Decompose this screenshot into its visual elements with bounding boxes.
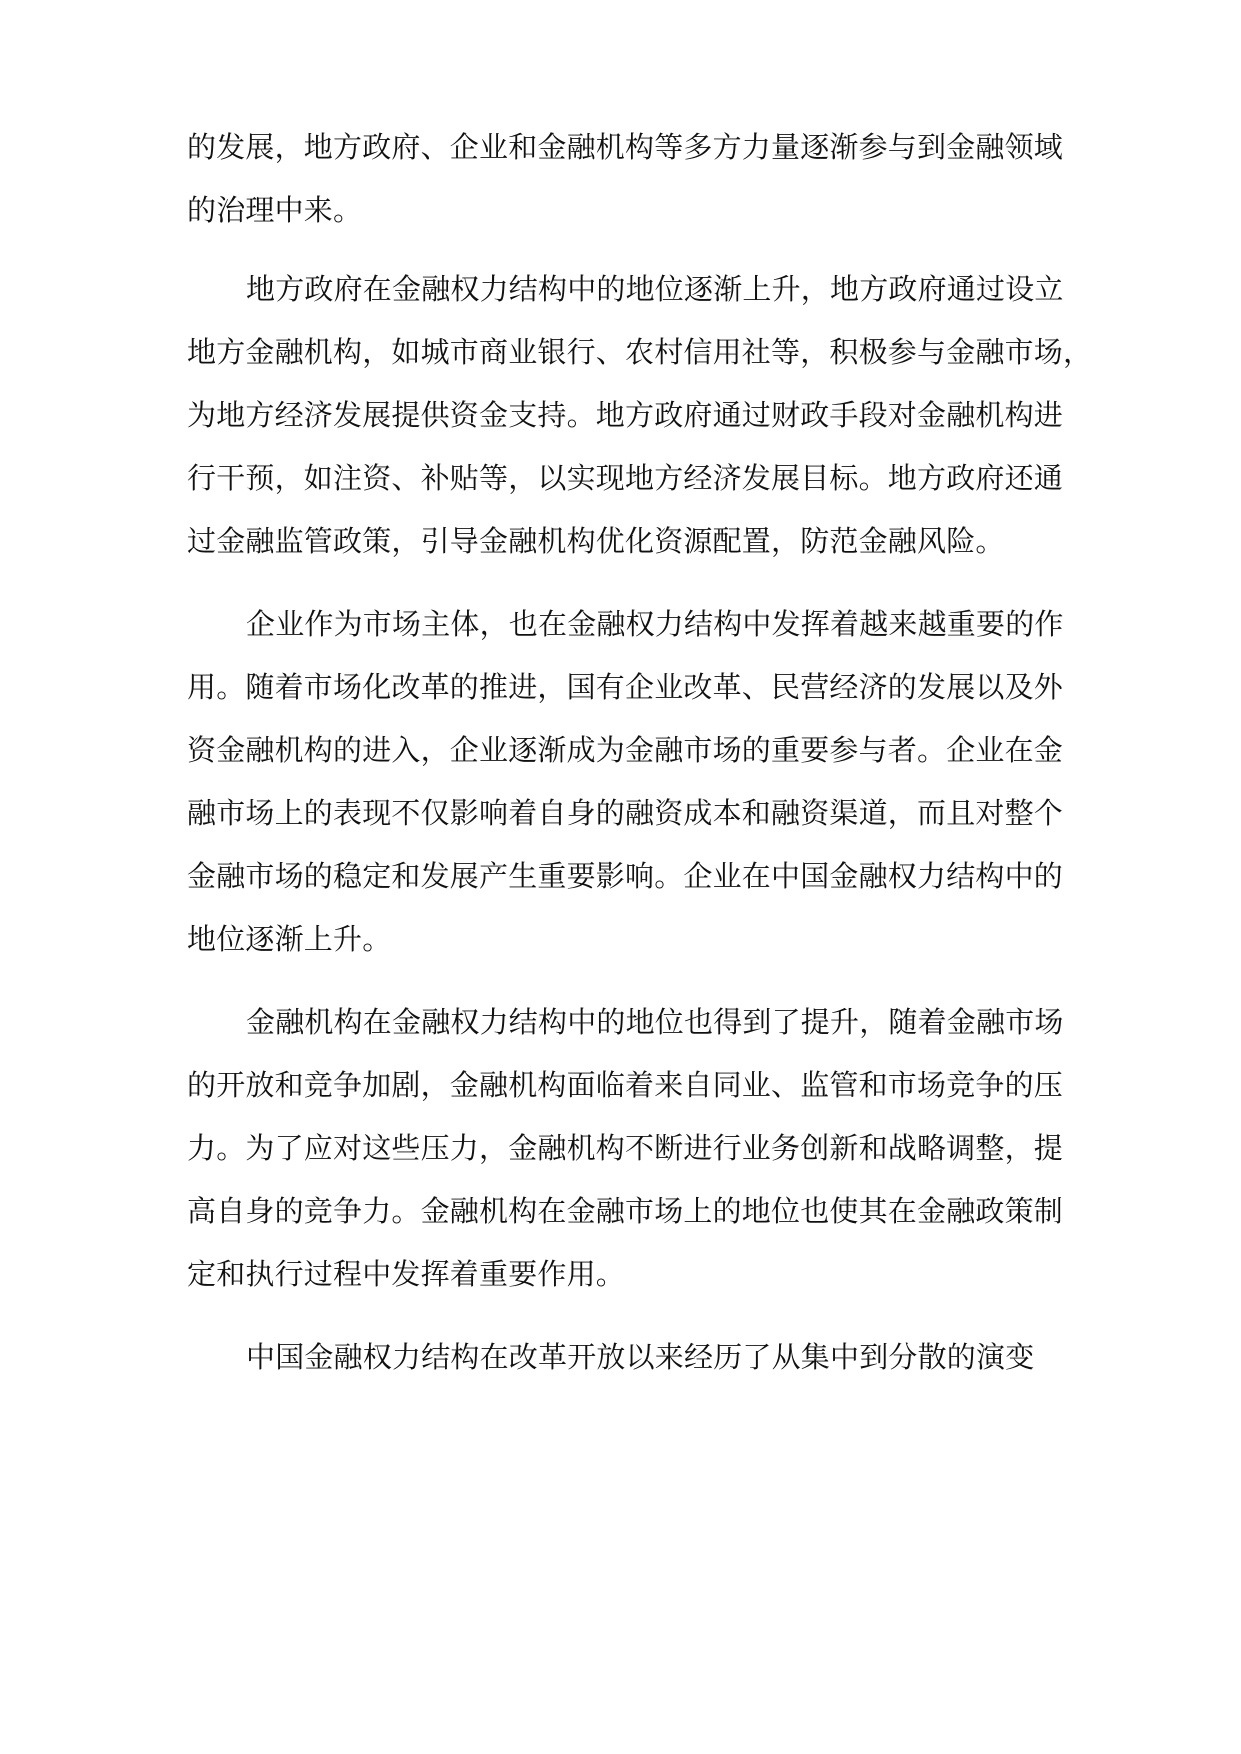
paragraph-start-line: 中国金融权力结构在改革开放以来经历了从集中到分散的演变 [246, 1340, 1035, 1374]
paragraph-start-line: 企业作为市场主体，也在金融权力结构中发挥着越来越重要的作 [246, 607, 1064, 641]
paragraph-start-line: 地方政府在金融权力结构中的地位逐渐上升，地方政府通过设立 [246, 272, 1064, 306]
text-line: 的开放和竞争加剧，金融机构面临着来自同业、监管和市场竞争的压 [187, 1068, 1064, 1102]
text-line: 为地方经济发展提供资金支持。地方政府通过财政手段对金融机构进 [187, 398, 1064, 432]
text-line: 融市场上的表现不仅影响着自身的融资成本和融资渠道，而且对整个 [187, 796, 1064, 830]
text-line: 资金融机构的进入，企业逐渐成为金融市场的重要参与者。企业在金 [187, 733, 1064, 767]
text-line: 地方金融机构，如城市商业银行、农村信用社等，积极参与金融市场， [187, 335, 1093, 369]
text-line: 金融市场的稳定和发展产生重要影响。企业在中国金融权力结构中的 [187, 859, 1064, 893]
text-line: 的发展，地方政府、企业和金融机构等多方力量逐渐参与到金融领域 [187, 130, 1064, 164]
text-line: 用。随着市场化改革的推进，国有企业改革、民营经济的发展以及外 [187, 670, 1064, 704]
text-line: 高自身的竞争力。金融机构在金融市场上的地位也使其在金融政策制 [187, 1194, 1064, 1228]
text-line: 行干预，如注资、补贴等，以实现地方经济发展目标。地方政府还通 [187, 461, 1064, 495]
text-line: 过金融监管政策，引导金融机构优化资源配置，防范金融风险。 [187, 524, 1005, 558]
paragraph-start-line: 金融机构在金融权力结构中的地位也得到了提升，随着金融市场 [246, 1005, 1064, 1039]
text-line: 地位逐渐上升。 [187, 922, 392, 956]
text-line: 的治理中来。 [187, 193, 363, 227]
text-line: 定和执行过程中发挥着重要作用。 [187, 1257, 626, 1291]
text-line: 力。为了应对这些压力，金融机构不断进行业务创新和战略调整，提 [187, 1131, 1064, 1165]
